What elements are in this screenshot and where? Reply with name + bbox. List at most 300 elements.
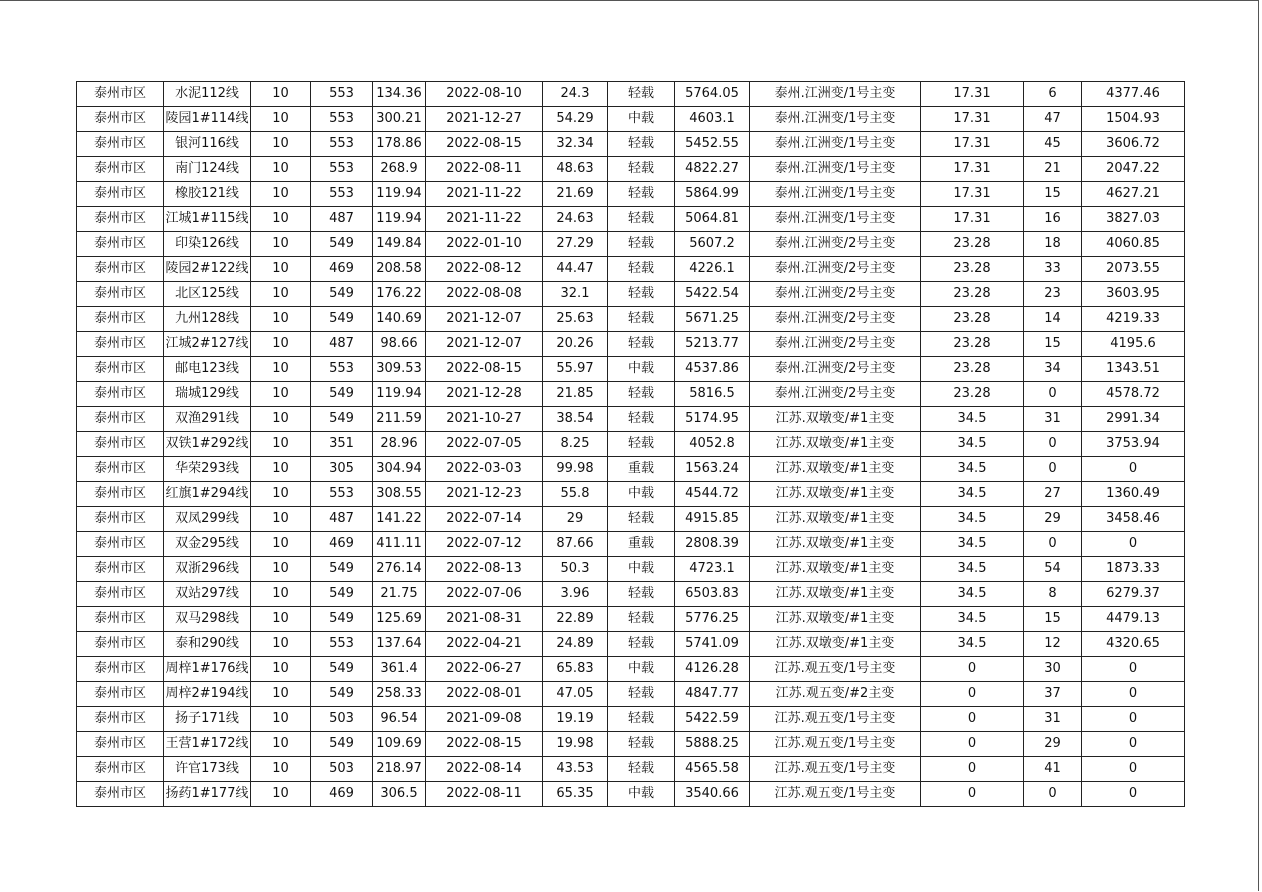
load-status-cell: 轻载 <box>608 507 675 532</box>
available-cell: 0 <box>1082 782 1185 807</box>
date-cell: 2021-11-22 <box>426 182 543 207</box>
voltage-cell: 10 <box>251 782 311 807</box>
load-status-cell: 轻载 <box>608 157 675 182</box>
line-name-cell: 陵园2#122线 <box>164 257 251 282</box>
region-cell: 泰州市区 <box>77 232 164 257</box>
transformer-cell: 泰州.江洲变/2号主变 <box>750 282 921 307</box>
region-cell: 泰州市区 <box>77 732 164 757</box>
load-rate-cell: 20.26 <box>543 332 608 357</box>
load-status-cell: 中载 <box>608 357 675 382</box>
transformer-rate-cell: 34.5 <box>921 607 1024 632</box>
current-cell: 276.14 <box>373 557 426 582</box>
load-rate-cell: 24.63 <box>543 207 608 232</box>
transformer-rate-cell: 34.5 <box>921 407 1024 432</box>
region-cell: 泰州市区 <box>77 182 164 207</box>
load-status-cell: 轻载 <box>608 332 675 357</box>
capacity-cell: 549 <box>311 607 373 632</box>
load-rate-cell: 87.66 <box>543 532 608 557</box>
capacity-cell: 487 <box>311 332 373 357</box>
region-cell: 泰州市区 <box>77 132 164 157</box>
available-cell: 1343.51 <box>1082 357 1185 382</box>
capacity-cell: 487 <box>311 507 373 532</box>
voltage-cell: 10 <box>251 707 311 732</box>
region-cell: 泰州市区 <box>77 507 164 532</box>
current-cell: 109.69 <box>373 732 426 757</box>
count-cell: 31 <box>1024 407 1082 432</box>
transformer-rate-cell: 0 <box>921 707 1024 732</box>
date-cell: 2022-08-15 <box>426 357 543 382</box>
margin-cell: 4226.1 <box>675 257 750 282</box>
line-name-cell: 水泥112线 <box>164 82 251 107</box>
transformer-rate-cell: 0 <box>921 782 1024 807</box>
transformer-cell: 江苏.双墩变/#1主变 <box>750 557 921 582</box>
load-status-cell: 轻载 <box>608 132 675 157</box>
date-cell: 2022-08-11 <box>426 782 543 807</box>
capacity-cell: 469 <box>311 782 373 807</box>
region-cell: 泰州市区 <box>77 382 164 407</box>
transformer-rate-cell: 0 <box>921 757 1024 782</box>
line-name-cell: 江城1#115线 <box>164 207 251 232</box>
table-row <box>77 632 1185 657</box>
table-row <box>77 132 1185 157</box>
date-cell: 2022-06-27 <box>426 657 543 682</box>
capacity-cell: 503 <box>311 757 373 782</box>
current-cell: 119.94 <box>373 182 426 207</box>
transformer-cell: 泰州.江洲变/1号主变 <box>750 82 921 107</box>
region-cell: 泰州市区 <box>77 257 164 282</box>
table-row <box>77 682 1185 707</box>
capacity-cell: 469 <box>311 532 373 557</box>
margin-cell: 5888.25 <box>675 732 750 757</box>
capacity-cell: 469 <box>311 257 373 282</box>
table-row <box>77 357 1185 382</box>
line-name-cell: 周梓1#176线 <box>164 657 251 682</box>
date-cell: 2022-08-11 <box>426 157 543 182</box>
transformer-cell: 江苏.双墩变/#1主变 <box>750 532 921 557</box>
capacity-cell: 549 <box>311 282 373 307</box>
date-cell: 2021-09-08 <box>426 707 543 732</box>
region-cell: 泰州市区 <box>77 682 164 707</box>
transformer-rate-cell: 23.28 <box>921 257 1024 282</box>
transformer-rate-cell: 17.31 <box>921 132 1024 157</box>
voltage-cell: 10 <box>251 207 311 232</box>
margin-cell: 5422.54 <box>675 282 750 307</box>
count-cell: 45 <box>1024 132 1082 157</box>
count-cell: 18 <box>1024 232 1082 257</box>
available-cell: 4479.13 <box>1082 607 1185 632</box>
load-rate-cell: 65.35 <box>543 782 608 807</box>
voltage-cell: 10 <box>251 507 311 532</box>
date-cell: 2022-08-01 <box>426 682 543 707</box>
count-cell: 0 <box>1024 782 1082 807</box>
load-rate-cell: 19.19 <box>543 707 608 732</box>
voltage-cell: 10 <box>251 157 311 182</box>
capacity-cell: 553 <box>311 182 373 207</box>
table-row <box>77 407 1185 432</box>
available-cell: 4060.85 <box>1082 232 1185 257</box>
available-cell: 3458.46 <box>1082 507 1185 532</box>
voltage-cell: 10 <box>251 407 311 432</box>
margin-cell: 4537.86 <box>675 357 750 382</box>
current-cell: 28.96 <box>373 432 426 457</box>
transformer-cell: 泰州.江洲变/2号主变 <box>750 332 921 357</box>
transformer-rate-cell: 17.31 <box>921 107 1024 132</box>
load-rate-cell: 55.97 <box>543 357 608 382</box>
line-name-cell: 南门124线 <box>164 157 251 182</box>
transformer-cell: 泰州.江洲变/2号主变 <box>750 307 921 332</box>
voltage-cell: 10 <box>251 532 311 557</box>
available-cell: 1360.49 <box>1082 482 1185 507</box>
load-status-cell: 轻载 <box>608 682 675 707</box>
date-cell: 2021-12-07 <box>426 332 543 357</box>
transformer-rate-cell: 34.5 <box>921 457 1024 482</box>
capacity-cell: 549 <box>311 557 373 582</box>
transformer-cell: 泰州.江洲变/1号主变 <box>750 107 921 132</box>
date-cell: 2022-08-14 <box>426 757 543 782</box>
load-status-cell: 轻载 <box>608 207 675 232</box>
load-status-cell: 轻载 <box>608 632 675 657</box>
region-cell: 泰州市区 <box>77 557 164 582</box>
voltage-cell: 10 <box>251 732 311 757</box>
transformer-rate-cell: 34.5 <box>921 432 1024 457</box>
region-cell: 泰州市区 <box>77 582 164 607</box>
transformer-cell: 江苏.观五变/1号主变 <box>750 757 921 782</box>
count-cell: 47 <box>1024 107 1082 132</box>
table-row <box>77 657 1185 682</box>
transformer-rate-cell: 0 <box>921 682 1024 707</box>
margin-cell: 4603.1 <box>675 107 750 132</box>
load-rate-cell: 43.53 <box>543 757 608 782</box>
available-cell: 2047.22 <box>1082 157 1185 182</box>
transformer-cell: 江苏.观五变/1号主变 <box>750 657 921 682</box>
voltage-cell: 10 <box>251 657 311 682</box>
table-row <box>77 282 1185 307</box>
available-cell: 0 <box>1082 732 1185 757</box>
line-name-cell: 周梓2#194线 <box>164 682 251 707</box>
current-cell: 141.22 <box>373 507 426 532</box>
available-cell: 0 <box>1082 532 1185 557</box>
region-cell: 泰州市区 <box>77 432 164 457</box>
table-row <box>77 732 1185 757</box>
current-cell: 208.58 <box>373 257 426 282</box>
date-cell: 2021-12-27 <box>426 107 543 132</box>
current-cell: 309.53 <box>373 357 426 382</box>
load-rate-cell: 44.47 <box>543 257 608 282</box>
region-cell: 泰州市区 <box>77 82 164 107</box>
margin-cell: 3540.66 <box>675 782 750 807</box>
load-status-cell: 重载 <box>608 457 675 482</box>
table-row <box>77 257 1185 282</box>
load-status-cell: 轻载 <box>608 82 675 107</box>
margin-cell: 1563.24 <box>675 457 750 482</box>
transformer-rate-cell: 34.5 <box>921 482 1024 507</box>
line-name-cell: 北区125线 <box>164 282 251 307</box>
margin-cell: 5776.25 <box>675 607 750 632</box>
table-row <box>77 507 1185 532</box>
voltage-cell: 10 <box>251 82 311 107</box>
load-status-cell: 中载 <box>608 482 675 507</box>
current-cell: 258.33 <box>373 682 426 707</box>
voltage-cell: 10 <box>251 582 311 607</box>
transformer-cell: 江苏.双墩变/#1主变 <box>750 582 921 607</box>
count-cell: 29 <box>1024 507 1082 532</box>
table-row <box>77 532 1185 557</box>
count-cell: 30 <box>1024 657 1082 682</box>
available-cell: 2073.55 <box>1082 257 1185 282</box>
line-name-cell: 邮电123线 <box>164 357 251 382</box>
available-cell: 3603.95 <box>1082 282 1185 307</box>
line-name-cell: 双马298线 <box>164 607 251 632</box>
transformer-rate-cell: 23.28 <box>921 382 1024 407</box>
transformer-cell: 江苏.双墩变/#1主变 <box>750 607 921 632</box>
transformer-cell: 江苏.双墩变/#1主变 <box>750 632 921 657</box>
voltage-cell: 10 <box>251 482 311 507</box>
voltage-cell: 10 <box>251 682 311 707</box>
region-cell: 泰州市区 <box>77 707 164 732</box>
line-name-cell: 扬药1#177线 <box>164 782 251 807</box>
table-row <box>77 382 1185 407</box>
line-name-cell: 九州128线 <box>164 307 251 332</box>
voltage-cell: 10 <box>251 232 311 257</box>
load-status-cell: 轻载 <box>608 732 675 757</box>
transformer-rate-cell: 34.5 <box>921 532 1024 557</box>
table-row <box>77 782 1185 807</box>
table-row <box>77 307 1185 332</box>
load-status-cell: 轻载 <box>608 407 675 432</box>
load-status-cell: 轻载 <box>608 432 675 457</box>
load-rate-cell: 25.63 <box>543 307 608 332</box>
available-cell: 0 <box>1082 457 1185 482</box>
capacity-cell: 549 <box>311 407 373 432</box>
load-rate-cell: 54.29 <box>543 107 608 132</box>
transformer-cell: 泰州.江洲变/2号主变 <box>750 382 921 407</box>
region-cell: 泰州市区 <box>77 457 164 482</box>
line-name-cell: 双铁1#292线 <box>164 432 251 457</box>
available-cell: 4219.33 <box>1082 307 1185 332</box>
line-name-cell: 许官173线 <box>164 757 251 782</box>
available-cell: 4320.65 <box>1082 632 1185 657</box>
line-name-cell: 银河116线 <box>164 132 251 157</box>
transformer-rate-cell: 34.5 <box>921 632 1024 657</box>
load-rate-cell: 21.69 <box>543 182 608 207</box>
current-cell: 119.94 <box>373 207 426 232</box>
count-cell: 16 <box>1024 207 1082 232</box>
line-name-cell: 橡胶121线 <box>164 182 251 207</box>
current-cell: 308.55 <box>373 482 426 507</box>
line-name-cell: 双金295线 <box>164 532 251 557</box>
voltage-cell: 10 <box>251 607 311 632</box>
load-rate-cell: 47.05 <box>543 682 608 707</box>
count-cell: 6 <box>1024 82 1082 107</box>
transformer-rate-cell: 23.28 <box>921 332 1024 357</box>
current-cell: 140.69 <box>373 307 426 332</box>
margin-cell: 5452.55 <box>675 132 750 157</box>
region-cell: 泰州市区 <box>77 207 164 232</box>
margin-cell: 4822.27 <box>675 157 750 182</box>
current-cell: 149.84 <box>373 232 426 257</box>
margin-cell: 5864.99 <box>675 182 750 207</box>
transformer-rate-cell: 17.31 <box>921 82 1024 107</box>
table-row <box>77 457 1185 482</box>
region-cell: 泰州市区 <box>77 157 164 182</box>
table-row <box>77 107 1185 132</box>
current-cell: 361.4 <box>373 657 426 682</box>
capacity-cell: 549 <box>311 382 373 407</box>
region-cell: 泰州市区 <box>77 757 164 782</box>
load-rate-cell: 27.29 <box>543 232 608 257</box>
count-cell: 54 <box>1024 557 1082 582</box>
current-cell: 96.54 <box>373 707 426 732</box>
count-cell: 21 <box>1024 157 1082 182</box>
transformer-rate-cell: 23.28 <box>921 232 1024 257</box>
voltage-cell: 10 <box>251 357 311 382</box>
transformer-rate-cell: 34.5 <box>921 582 1024 607</box>
margin-cell: 5741.09 <box>675 632 750 657</box>
load-status-cell: 轻载 <box>608 182 675 207</box>
region-cell: 泰州市区 <box>77 657 164 682</box>
transformer-cell: 江苏.双墩变/#1主变 <box>750 482 921 507</box>
voltage-cell: 10 <box>251 332 311 357</box>
count-cell: 12 <box>1024 632 1082 657</box>
margin-cell: 4052.8 <box>675 432 750 457</box>
available-cell: 1873.33 <box>1082 557 1185 582</box>
date-cell: 2022-04-21 <box>426 632 543 657</box>
load-status-cell: 轻载 <box>608 257 675 282</box>
available-cell: 0 <box>1082 682 1185 707</box>
transformer-cell: 江苏.观五变/1号主变 <box>750 707 921 732</box>
count-cell: 8 <box>1024 582 1082 607</box>
line-name-cell: 陵园1#114线 <box>164 107 251 132</box>
transformer-cell: 江苏.双墩变/#1主变 <box>750 432 921 457</box>
transformer-rate-cell: 34.5 <box>921 507 1024 532</box>
line-name-cell: 瑞城129线 <box>164 382 251 407</box>
available-cell: 4377.46 <box>1082 82 1185 107</box>
transformer-cell: 泰州.江洲变/1号主变 <box>750 182 921 207</box>
line-name-cell: 双站297线 <box>164 582 251 607</box>
capacity-cell: 305 <box>311 457 373 482</box>
count-cell: 14 <box>1024 307 1082 332</box>
load-status-cell: 轻载 <box>608 757 675 782</box>
transformer-cell: 泰州.江洲变/1号主变 <box>750 207 921 232</box>
current-cell: 411.11 <box>373 532 426 557</box>
load-rate-cell: 55.8 <box>543 482 608 507</box>
load-status-cell: 轻载 <box>608 707 675 732</box>
margin-cell: 4126.28 <box>675 657 750 682</box>
margin-cell: 5213.77 <box>675 332 750 357</box>
margin-cell: 4565.58 <box>675 757 750 782</box>
count-cell: 0 <box>1024 532 1082 557</box>
date-cell: 2022-07-05 <box>426 432 543 457</box>
date-cell: 2022-01-10 <box>426 232 543 257</box>
current-cell: 137.64 <box>373 632 426 657</box>
current-cell: 268.9 <box>373 157 426 182</box>
capacity-cell: 549 <box>311 732 373 757</box>
date-cell: 2021-12-07 <box>426 307 543 332</box>
region-cell: 泰州市区 <box>77 407 164 432</box>
capacity-cell: 549 <box>311 682 373 707</box>
load-status-cell: 中载 <box>608 107 675 132</box>
line-name-cell: 泰和290线 <box>164 632 251 657</box>
date-cell: 2021-08-31 <box>426 607 543 632</box>
available-cell: 2991.34 <box>1082 407 1185 432</box>
load-rate-cell: 50.3 <box>543 557 608 582</box>
count-cell: 27 <box>1024 482 1082 507</box>
transformer-cell: 泰州.江洲变/2号主变 <box>750 257 921 282</box>
margin-cell: 4847.77 <box>675 682 750 707</box>
capacity-cell: 553 <box>311 107 373 132</box>
voltage-cell: 10 <box>251 382 311 407</box>
table-row <box>77 757 1185 782</box>
capacity-cell: 351 <box>311 432 373 457</box>
region-cell: 泰州市区 <box>77 482 164 507</box>
margin-cell: 5064.81 <box>675 207 750 232</box>
table-row <box>77 607 1185 632</box>
line-name-cell: 扬子171线 <box>164 707 251 732</box>
available-cell: 1504.93 <box>1082 107 1185 132</box>
line-name-cell: 江城2#127线 <box>164 332 251 357</box>
line-name-cell: 红旗1#294线 <box>164 482 251 507</box>
load-rate-cell: 3.96 <box>543 582 608 607</box>
load-rate-cell: 24.89 <box>543 632 608 657</box>
voltage-cell: 10 <box>251 282 311 307</box>
line-name-cell: 双渔291线 <box>164 407 251 432</box>
date-cell: 2022-08-12 <box>426 257 543 282</box>
available-cell: 6279.37 <box>1082 582 1185 607</box>
current-cell: 178.86 <box>373 132 426 157</box>
transformer-cell: 泰州.江洲变/2号主变 <box>750 232 921 257</box>
voltage-cell: 10 <box>251 182 311 207</box>
date-cell: 2021-12-23 <box>426 482 543 507</box>
region-cell: 泰州市区 <box>77 282 164 307</box>
capacity-cell: 553 <box>311 82 373 107</box>
region-cell: 泰州市区 <box>77 307 164 332</box>
load-rate-cell: 29 <box>543 507 608 532</box>
capacity-cell: 553 <box>311 632 373 657</box>
region-cell: 泰州市区 <box>77 332 164 357</box>
load-rate-cell: 8.25 <box>543 432 608 457</box>
voltage-cell: 10 <box>251 757 311 782</box>
available-cell: 4578.72 <box>1082 382 1185 407</box>
transformer-cell: 江苏.双墩变/#1主变 <box>750 457 921 482</box>
capacity-cell: 553 <box>311 132 373 157</box>
load-rate-cell: 22.89 <box>543 607 608 632</box>
date-cell: 2022-08-13 <box>426 557 543 582</box>
line-name-cell: 双浙296线 <box>164 557 251 582</box>
count-cell: 23 <box>1024 282 1082 307</box>
available-cell: 3827.03 <box>1082 207 1185 232</box>
margin-cell: 5764.05 <box>675 82 750 107</box>
date-cell: 2022-08-08 <box>426 282 543 307</box>
voltage-cell: 10 <box>251 457 311 482</box>
date-cell: 2022-07-12 <box>426 532 543 557</box>
voltage-cell: 10 <box>251 632 311 657</box>
load-rate-cell: 21.85 <box>543 382 608 407</box>
load-rate-cell: 32.34 <box>543 132 608 157</box>
current-cell: 300.21 <box>373 107 426 132</box>
voltage-cell: 10 <box>251 132 311 157</box>
margin-cell: 5422.59 <box>675 707 750 732</box>
load-status-cell: 中载 <box>608 657 675 682</box>
load-status-cell: 轻载 <box>608 282 675 307</box>
load-status-cell: 中载 <box>608 557 675 582</box>
capacity-cell: 553 <box>311 357 373 382</box>
transformer-cell: 江苏.双墩变/#1主变 <box>750 407 921 432</box>
margin-cell: 5174.95 <box>675 407 750 432</box>
margin-cell: 2808.39 <box>675 532 750 557</box>
voltage-cell: 10 <box>251 257 311 282</box>
current-cell: 134.36 <box>373 82 426 107</box>
margin-cell: 4723.1 <box>675 557 750 582</box>
